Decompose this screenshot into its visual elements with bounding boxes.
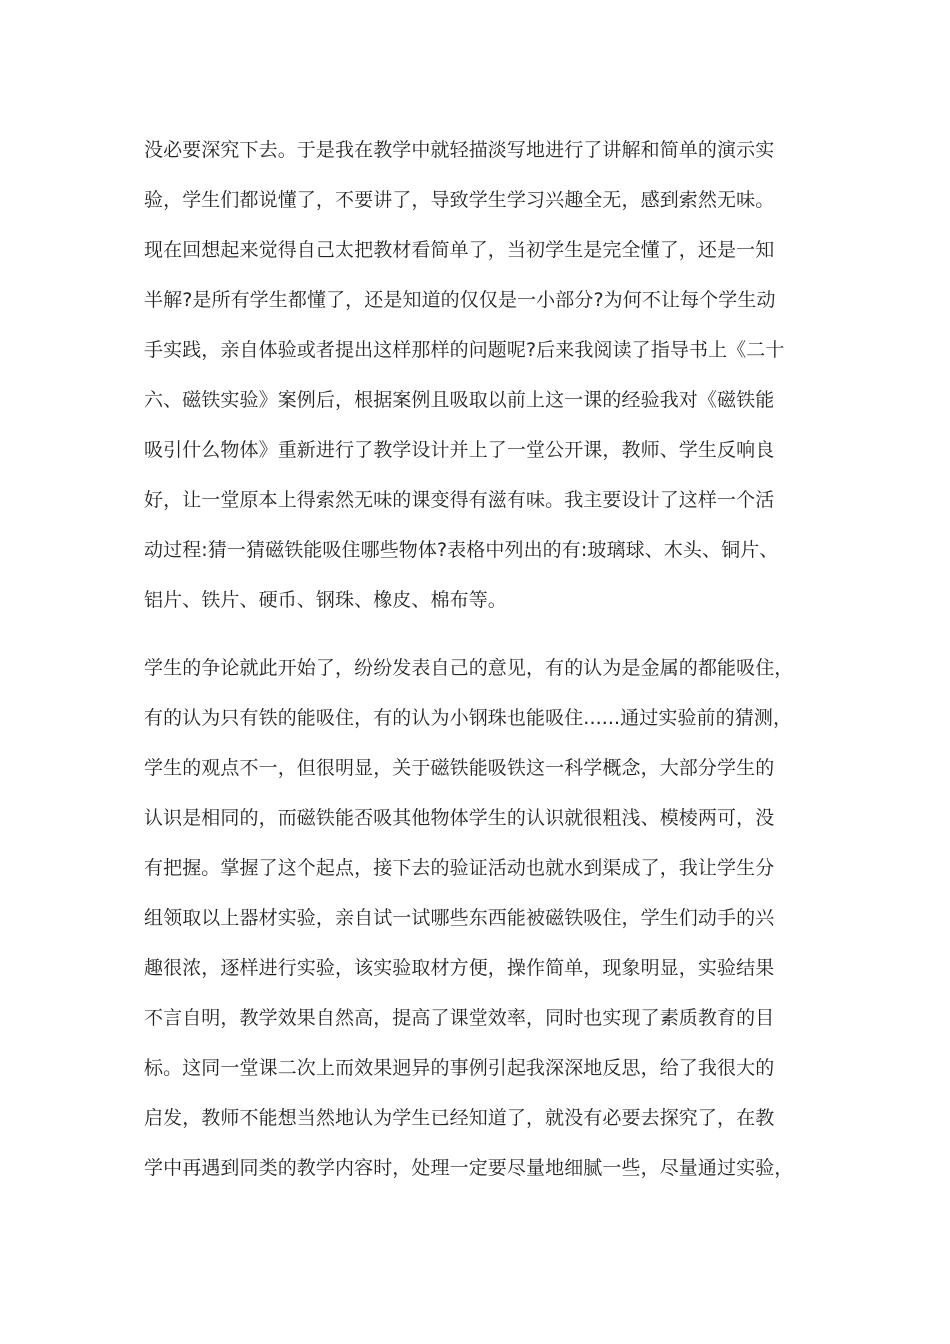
- text-line: 没必要深究下去。于是我在教学中就轻描淡写地进行了讲解和简单的演示实: [144, 139, 775, 161]
- text-line: 不言自明，教学效果自然高，提高了课堂效率，同时也实现了素质教育的目: [144, 1007, 775, 1029]
- text-line: 认识是相同的，而磁铁能否吸其他物体学生的认识就很粗浅、模棱两可，没: [144, 807, 775, 829]
- text-line: 有把握。掌握了这个起点，接下去的验证活动也就水到渠成了，我让学生分: [144, 857, 775, 879]
- text-line: 组领取以上器材实验，亲自试一试哪些东西能被磁铁吸住，学生们动手的兴: [144, 907, 775, 929]
- text-line: 有的认为只有铁的能吸住，有的认为小钢珠也能吸住......通过实验前的猜测，: [144, 707, 793, 729]
- text-line: 动过程:猜一猜磁铁能吸住哪些物体?表格中列出的有:玻璃球、木头、铜片、: [144, 539, 779, 561]
- text-line: 好，让一堂原本上得索然无味的课变得有滋有味。我主要设计了这样一个活: [144, 489, 775, 511]
- text-line: 趣很浓，逐样进行实验，该实验取材方便，操作简单，现象明显，实验结果: [144, 957, 775, 979]
- text-line: 学生的争论就此开始了，纷纷发表自己的意见，有的认为是金属的都能吸住，: [144, 657, 794, 679]
- text-line: 六、磁铁实验》案例后，根据案例且吸取以前上这一课的经验我对《磁铁能: [144, 389, 775, 411]
- text-line: 标。这同一堂课二次上而效果迥异的事例引起我深深地反思，给了我很大的: [144, 1057, 775, 1079]
- text-line: 学生的观点不一，但很明显，关于磁铁能吸铁这一科学概念，大部分学生的: [144, 757, 775, 779]
- text-line: 铝片、铁片、硬币、钢珠、橡皮、棉布等。: [144, 589, 507, 611]
- text-line: 现在回想起来觉得自己太把教材看简单了，当初学生是完全懂了，还是一知: [144, 239, 775, 261]
- text-line: 启发，教师不能想当然地认为学生已经知道了，就没有必要去探究了，在教: [144, 1107, 775, 1129]
- text-line: 学中再遇到同类的教学内容时，处理一定要尽量地细腻一些，尽量通过实验，: [144, 1157, 794, 1179]
- text-line: 吸引什么物体》重新进行了教学设计并上了一堂公开课，教师、学生反响良: [144, 439, 775, 461]
- text-line: 手实践，亲自体验或者提出这样那样的问题呢?后来我阅读了指导书上《二十: [144, 339, 785, 361]
- text-line: 验，学生们都说懂了，不要讲了，导致学生学习兴趣全无，感到索然无味。: [144, 189, 775, 211]
- text-line: 半解?是所有学生都懂了，还是知道的仅仅是一小部分?为何不让每个学生动: [144, 289, 776, 311]
